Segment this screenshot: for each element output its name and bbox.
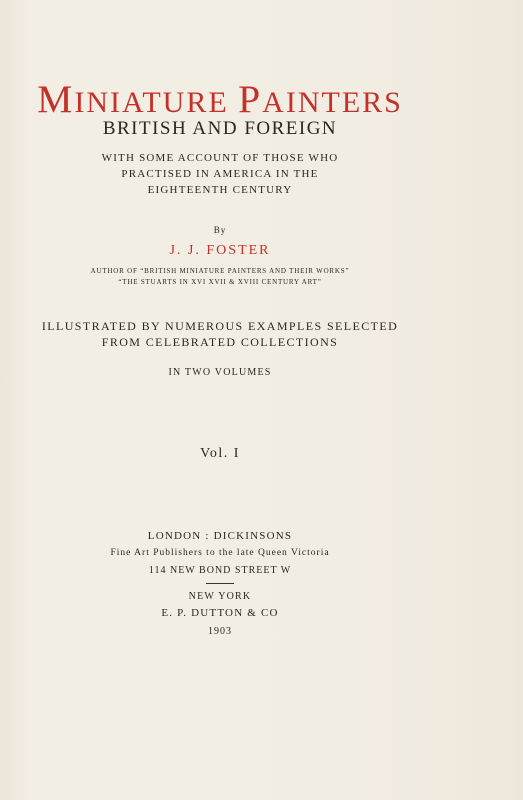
author-note: “THE STUARTS IN XVI XVII & XVIII CENTURY ART” (118, 278, 322, 286)
author-name: J. J. FOSTER (169, 243, 271, 258)
author-note: AUTHOR OF “BRITISH MINIATURE PAINTERS AND THEIR WORKS” (90, 267, 350, 275)
illustrated-note: FROM CELEBRATED COLLECTIONS (101, 335, 339, 349)
title-initial-1: M (37, 77, 75, 121)
publisher-description: Fine Art Publishers to the late Queen Victoria (110, 548, 330, 558)
publisher-address: 114 NEW BOND STREET W (148, 565, 292, 576)
divider-rule (206, 583, 234, 584)
publication-year: 1903 (208, 626, 232, 637)
description-line: EIGHTEENTH CENTURY (147, 184, 293, 196)
ny-publisher: E. P. DUTTON & CO (161, 607, 279, 619)
by-label: By (213, 225, 227, 235)
title-rest-2: AINTERS (262, 86, 403, 119)
title-initial-2: P (238, 77, 263, 121)
volume-number: Vol. I (200, 446, 240, 461)
volumes-note: IN TWO VOLUMES (168, 367, 272, 378)
ny-city: NEW YORK (188, 591, 252, 602)
description-line: PRACTISED IN AMERICA IN THE (121, 168, 319, 180)
publisher-city: LONDON : DICKINSONS (147, 530, 293, 542)
book-title (0, 76, 440, 122)
title-rest-1: INIATURE (74, 86, 229, 119)
book-subtitle: BRITISH AND FOREIGN (102, 118, 338, 139)
illustrated-note: ILLUSTRATED BY NUMEROUS EXAMPLES SELECTED (41, 319, 399, 333)
description-line: WITH SOME ACCOUNT OF THOSE WHO (101, 152, 339, 164)
